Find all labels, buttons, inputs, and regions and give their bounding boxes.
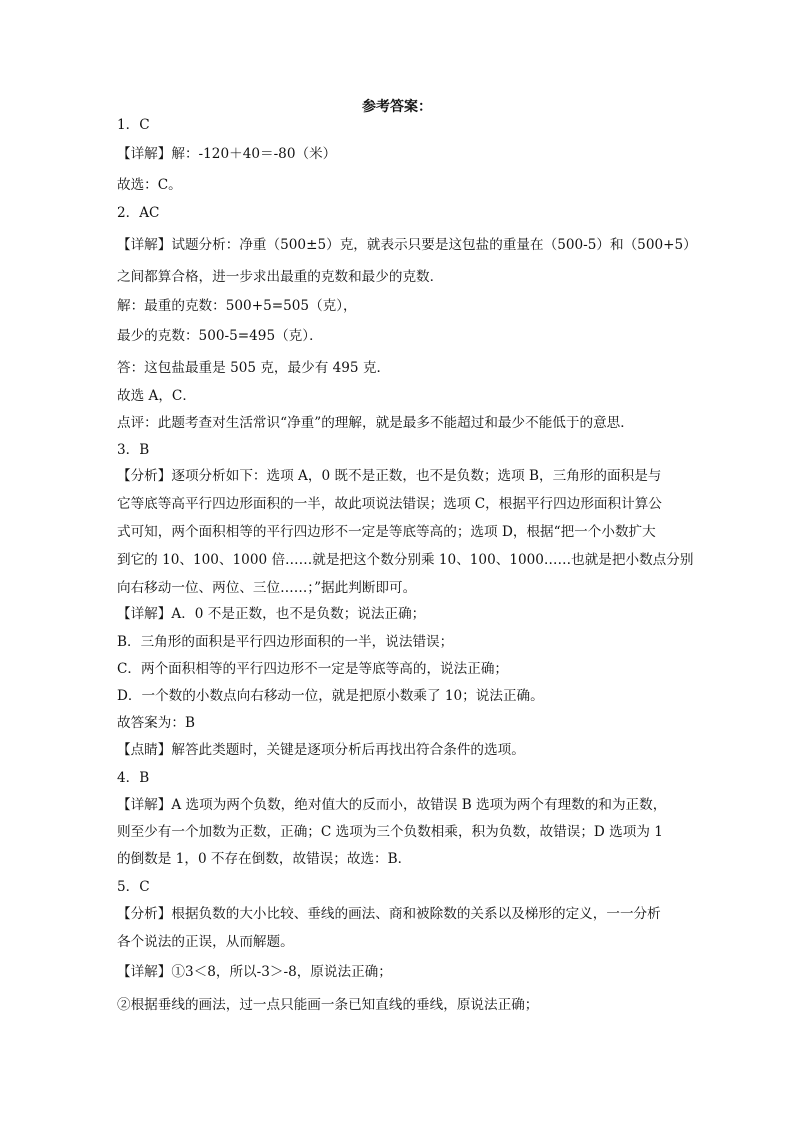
answer-2-solution-line: 最少的克数：500-5=495（克）．	[117, 328, 323, 344]
answer-3-explanation-line: 【详解】A．0 不是正数，也不是负数；说法正确；	[117, 606, 426, 622]
answer-2-answer-line: 答：这包盐最重是 505 克，最少有 495 克．	[117, 360, 391, 376]
answer-2-solution-line: 解：最重的克数：500+5=505（克），	[117, 298, 357, 314]
answer-3-analysis-line: 【分析】逐项分析如下：选项 A，0 既不是正数，也不是负数；选项 B，三角形的面积是与	[117, 468, 662, 484]
answer-4-explanation-line: 【详解】A 选项为两个负数，绝对值大的反而小，故错误 B 选项为两个有理数的和为正数，	[117, 797, 667, 813]
answer-3-tip: 【点睛】解答此类题时，关键是逐项分析后再找出符合条件的选项。	[117, 742, 525, 758]
answer-2-comment: 点评：此题考查对生活常识“净重”的理解，就是最多不能超过和最少不能低于的意思．	[117, 415, 634, 431]
page-title: 参考答案：	[362, 99, 432, 115]
answer-3-analysis-line: 式可知，两个面积相等的平行四边形不一定是等底等高的；选项 D，根据“把一个小数扩大	[117, 524, 656, 540]
answer-2-explanation-line: 【详解】试题分析：净重（500±5）克，就表示只要是这包盐的重量在（500-5）和（500+5）	[117, 237, 697, 253]
answer-3-explanation-line: D．一个数的小数点向右移动一位，就是把原小数乘了 10；说法正确。	[117, 688, 544, 704]
answer-3-result: 故答案为：B	[117, 715, 195, 731]
answer-3-analysis-line: 它等底等高平行四边形面积的一半，故此项说法错误；选项 C，根据平行四边形面积计算公	[117, 496, 662, 512]
answer-3-explanation-line: C．两个面积相等的平行四边形不一定是等底等高的，说法正确；	[117, 661, 509, 677]
answer-1-number: 1．C	[117, 117, 150, 133]
answer-4-explanation-line: 则至少有一个加数为正数，正确；C 选项为三个负数相乘，积为负数，故错误；D 选项为 1	[117, 824, 663, 840]
answer-3-explanation-line: B．三角形的面积是平行四边形面积的一半，说法错误；	[117, 634, 454, 650]
answer-5-analysis-line: 【分析】根据负数的大小比较、垂线的画法、商和被除数的关系以及梯形的定义，一一分析	[117, 906, 661, 922]
answer-3-number: 3．B	[117, 442, 150, 458]
answer-5-analysis-line: 各个说法的正误，从而解题。	[117, 934, 294, 950]
answer-5-number: 5．C	[117, 879, 150, 895]
answer-2-explanation-line: 之间都算合格，进一步求出最重的克数和最少的克数．	[117, 269, 444, 285]
answer-3-analysis-line: 向右移动一位、两位、三位……；”据此判断即可。	[117, 580, 417, 596]
answer-1-choice: 故选：C。	[117, 177, 182, 193]
answer-2-choice: 故选 A，C．	[117, 388, 196, 404]
answer-3-analysis-line: 到它的 10、100、1000 倍……就是把这个数分别乘 10、100、1000……也就是把小数点分别	[117, 552, 694, 568]
answer-5-explanation-line: ②根据垂线的画法，过一点只能画一条已知直线的垂线，原说法正确；	[117, 997, 539, 1013]
answer-4-explanation-line: 的倒数是 1，0 不存在倒数，故错误；故选：B．	[117, 851, 412, 867]
answer-4-number: 4．B	[117, 770, 150, 786]
answer-2-number: 2．AC	[117, 205, 160, 221]
answer-5-explanation-line: 【详解】①3＜8，所以-3＞-8，原说法正确；	[117, 964, 392, 980]
answer-1-explanation: 【详解】解：-120＋40＝-80（米）	[117, 146, 337, 162]
